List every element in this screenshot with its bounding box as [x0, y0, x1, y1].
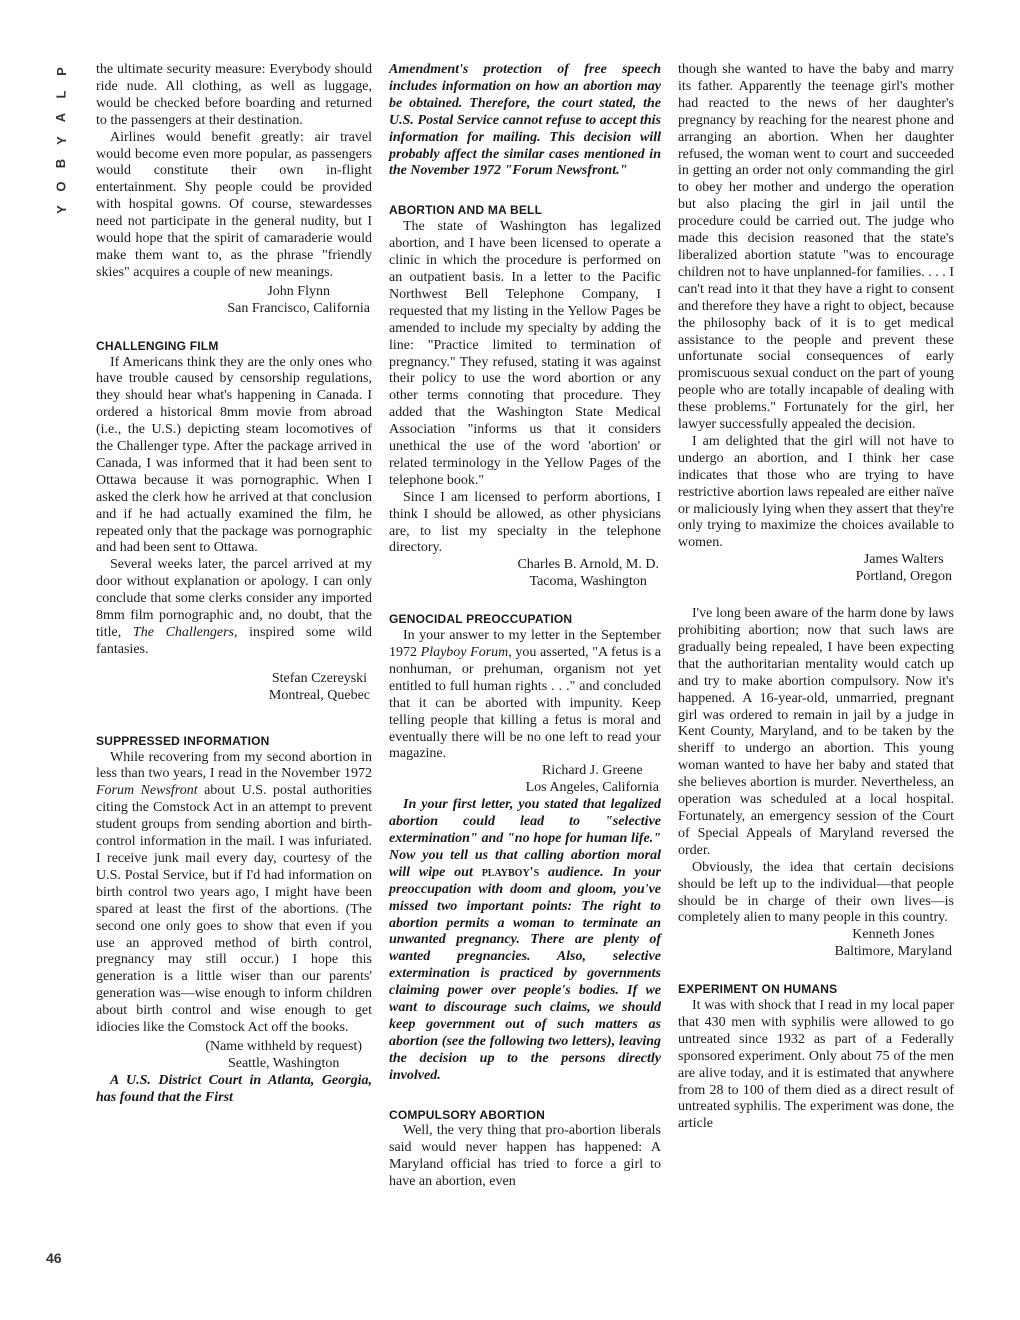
letter-paragraph: Several weeks later, the parcel arrived at my door without explanation or apology. I can only conclude that some clerks consider any imported 8mm film pornographic and, no doubt, that the title, The Challengers, inspired some wild fantasies.: [96, 557, 372, 657]
signature-place: San Francisco, California: [227, 300, 370, 316]
letter-paragraph: While recovering from my second abortion in less than two years, I read in the November 1972 Forum Newsfront about U.S. postal authorities citing the Comstock Act in an attempt to prevent student groups from sending abortion and birth-control information in the mail. I was infuriated. I receive junk mail every day, courtesy of the U.S. Postal Service, but if I'd had information on birth control two years ago, I might have been spared at least the first of the abortions. (The second one only goes to show that even if you use an approved method of birth control, pregnancy may still occur.) I hope this generation is a little wiser than our parents' generation was—wise enough to inform children about birth control and wise enough to get idiocies like the Comstock Act off the books.: [96, 749, 373, 1036]
letter-paragraph: Since I am licensed to perform abortions, I think I should be allowed, as other physicians are, to list my specialty in the telephone directory.: [389, 489, 661, 556]
signature: [678, 552, 954, 586]
signature: [389, 557, 661, 591]
page-number: 46: [46, 1250, 62, 1266]
signature: [389, 763, 661, 797]
letter-paragraph: the ultimate security measure: Everybody should ride nude. All clothing, as well as luggage, would be checked before boarding and returned to the passengers at their destination.: [96, 62, 372, 128]
section-heading: GENOCIDAL PREOCCUPATION: [389, 612, 573, 627]
letter-paragraph: It was with shock that I read in my local paper that 430 men with syphilis were allowed to go untreated since 1932 as part of a Federally sponsored experiment. Only about 75 of the men are alive today, and it is estimated that anywhere from 28 to 100 of them died as a direct result of untreated syphilis. The experiment was done, the article: [678, 998, 954, 1132]
letter-paragraph: The state of Washington has legalized abortion, and I have been licensed to operate a clinic in which the procedure is performed on an outpatient basis. In a letter to the Pacific Northwest Bell Telephone Company, I requested that my listing in the Yellow Pages be amended to include my specialty by adding the line: "Practice limited to termination of pregnancy." They refused, stating it was against their policy to use the word abortion or any other terms connoting that procedure. They added that the Washington State Medical Association "informs us that it considers unethical the use of the word 'abortion' or related terminology in the Yellow Pages of the telephone book.": [389, 219, 661, 488]
brand-letter: Y: [53, 205, 69, 214]
section-heading: COMPULSORY ABORTION: [389, 1107, 546, 1122]
column-1: [96, 62, 372, 1107]
brand-letter: L: [53, 90, 69, 99]
section-heading: CHALLENGING FILM: [96, 338, 219, 353]
signature: [96, 1039, 372, 1073]
brand-name: playboy's: [481, 864, 540, 880]
signature-place: Los Angeles, California: [525, 780, 659, 796]
letter-paragraph: Airlines would benefit greatly: air travel would become even more popular, as passengers would constitute their own in-flight entertainment. Shy people could be provided with hospital gowns. Of course, stewardesses need not participate in the general nudity, but I would hope that the spirit of camaraderie would make them want to, as the phrase "friendly skies" acquires a couple of new meanings.: [96, 129, 372, 280]
signature-name: Charles B. Arnold, M. D.: [517, 557, 659, 573]
letter-paragraph: Obviously, the idea that certain decisions should be left up to the individual—that people should be in charge of their own lives—is completely alien to many people in this country.: [678, 859, 954, 926]
signature-place: Tacoma, Washington: [529, 574, 647, 590]
editor-reply: Amendment's protection of free speech includes information on how an abortion may be obtained. Therefore, the court stated, the U.S. Postal Service cannot refuse to accept this information for mailing. This decision will probably affect the similar cases mentioned in the November 1972 "Forum Newsfront.": [389, 62, 661, 179]
publication-title: Playboy Forum: [420, 645, 509, 660]
vertical-brand-label: [53, 60, 69, 221]
signature-name: James Walters: [863, 552, 944, 568]
signature-place: Seattle, Washington: [227, 1055, 340, 1071]
signature-place: Portland, Oregon: [855, 569, 952, 585]
signature: [678, 927, 954, 961]
brand-letter: Y: [53, 136, 69, 145]
section-heading: EXPERIMENT ON HUMANS: [678, 982, 838, 997]
brand-letter: O: [53, 181, 69, 192]
section-heading: ABORTION AND MA BELL: [389, 203, 543, 218]
publication-title: Forum Newsfront: [96, 783, 198, 799]
brand-letter: B: [53, 158, 69, 169]
signature-name: (Name withheld by request): [205, 1038, 362, 1054]
column-2: [389, 62, 661, 1191]
letter-paragraph: Well, the very thing that pro-abortion liberals said would never happen has happened: A Maryland official has tried to force a girl to have an abortion, even: [389, 1123, 661, 1190]
signature-place: Baltimore, Maryland: [834, 944, 952, 960]
signature-name: John Flynn: [267, 283, 330, 299]
editor-reply: In your first letter, you stated that legalized abortion could lead to "selective extermination" and "no hope for human life." Now you tell us that calling abortion moral will wipe out playboy's audience. In your preoccupation with doom and gloom, you've missed two important points: The right to abortion permits a woman to terminate an unwanted pregnancy. There are plenty of wanted pregnancies. Also, selective extermination is practiced by governments claiming power over people's bodies. If we want to discourage such claims, we should keep government out of such matters as abortion (see the following two letters), leaving the decision up to the persons directly involved.: [389, 797, 661, 1083]
signature: [96, 671, 372, 705]
brand-letter: P: [53, 67, 69, 76]
film-title: The Challengers: [132, 625, 235, 640]
brand-letter: A: [53, 112, 69, 123]
signature-name: Richard J. Greene: [541, 763, 643, 779]
letter-paragraph: In your answer to my letter in the September 1972 Playboy Forum, you asserted, "A fetus is a nonhuman, or prehuman, organism not yet entitled to full human rights . . ." and concluded that it can be aborted with impunity. Keep telling people that killing a fetus is moral and eventually there will be no one left to read your magazine.: [389, 628, 661, 762]
signature-name: Stefan Czereyski: [271, 670, 368, 686]
signature-name: Kenneth Jones: [852, 927, 935, 943]
column-3: [678, 62, 954, 1133]
letter-paragraph: I've long been aware of the harm done by laws prohibiting abortion; now that such laws are gradually being repealed, I have been expecting that the authoritarian mentality would catch up and try to make abortion compulsory. Now it's happened. A 16-year-old, unmarried, pregnant girl was ordered to remain in jail by a judge in Kent County, Maryland, and to be taken by the sheriff to undergo an abortion. This young woman wanted to have her baby and stated that she believes abortion is murder. Nevertheless, an operation was scheduled at a local hospital. Fortunately, an emergency session of the Court of Special Appeals of Maryland reversed the order.: [678, 606, 954, 858]
letter-paragraph: though she wanted to have the baby and marry its father. Apparently the teenage girl's mother had reacted to the news of her daughter's pregnancy by reaching for the nearest phone and arranging an abortion. When her daughter refused, the woman went to court and succeeded in getting an order not only commanding the girl to obey her mother and undergo the operation but also placing the girl in jail until the procedure could be carried out. The judge who made this decision reasoned that the state's liberalized abortion statute "was to encourage children not to have unplanned-for families. . . . I can't read into it that they have a right to consent and therefore they have a right to object, because the philosophy back of it is to get medical assistance to the people and prevent these unfortunate social consequences of early promiscuous sexual conduct on the part of young people who are totally incapable of dealing with these problems." Fortunately for the girl, her lawyer successfully appealed the decision.: [678, 62, 954, 433]
letter-paragraph: If Americans think they are the only ones who have trouble caused by censorship regulations, they should hear what's happening in Canada. I ordered a historical 8mm movie from abroad (i.e., the U.S.) depicting steam locomotives of the Challenger type. After the package arrived in Canada, I was informed that it had been sent to Ottawa because it was pornographic. When I asked the clerk how he arrived at that conclusion and if he had actually examined the film, he repeated only that the package was pornographic and had been sent to Ottawa.: [96, 354, 372, 556]
section-heading: SUPPRESSED INFORMATION: [96, 733, 270, 748]
editor-reply: A U.S. District Court in Atlanta, Georgia, has found that the First: [96, 1072, 372, 1105]
signature-place: Montreal, Quebec: [268, 687, 370, 703]
signature: [96, 284, 372, 318]
letter-paragraph: I am delighted that the girl will not have to undergo an abortion, and I think her case indicates that those who are trying to have restrictive abortion laws repealed are either naïve or maliciously lying when they assert that they're only trying to maximize the choices available to women.: [678, 433, 954, 551]
